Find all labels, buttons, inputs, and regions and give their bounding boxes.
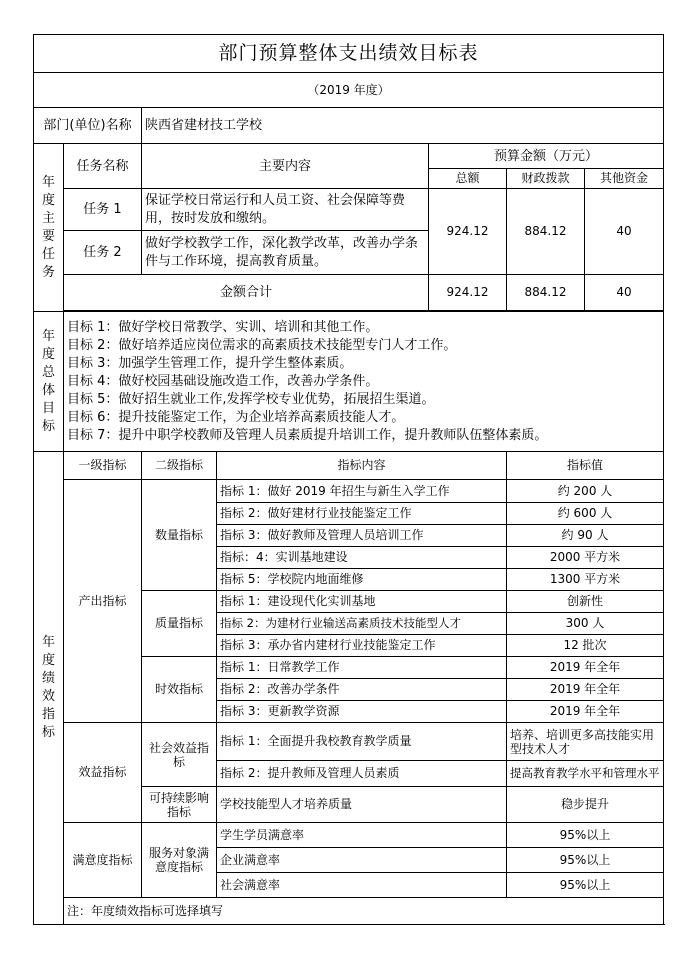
task-other-amount: 40: [585, 189, 664, 275]
indicator-value: 95%以上: [507, 823, 664, 848]
goal-item: 目标 3：加强学生管理工作，提升学生整体素质。: [67, 355, 353, 371]
indicator-value: 2019 年全年: [507, 657, 664, 679]
indicator-content: 指标 2：提升教师及管理人员素质: [217, 761, 507, 787]
indicator-value: 约 200 人: [507, 480, 664, 503]
effect-indicator-label: 效益指标: [64, 723, 142, 823]
indicator-value-header: 指标值: [507, 452, 664, 480]
goal-item: 目标 5：做好招生就业工作,发挥学校专业优势，拓展招生渠道。: [67, 391, 435, 407]
task-2-name: 任务 2: [64, 231, 142, 275]
sum-total: 924.12: [429, 275, 507, 311]
dept-name: 陕西省建材技工学校: [142, 108, 664, 144]
goal-item: 目标 4：做好校园基础设施改造工作，改善办学条件。: [67, 373, 379, 389]
total-header: 总额: [429, 169, 507, 189]
other-header: 其他资金: [585, 169, 664, 189]
quality-indicator-label: 质量指标: [142, 591, 217, 657]
indicator-value: 提高教育教学水平和管理水平: [507, 761, 664, 787]
indicator-content: 社会满意率: [217, 873, 507, 898]
output-indicator-label: 产出指标: [64, 480, 142, 723]
sum-fiscal: 884.12: [507, 275, 585, 311]
indicator-content: 指标 3：做好教师及管理人员培训工作: [217, 525, 507, 547]
page-title: 部门预算整体支出绩效目标表: [34, 35, 664, 73]
satisfaction-indicator-label: 满意度指标: [64, 823, 142, 898]
goal-item: 目标 7：提升中职学校教师及管理人员素质提升培训工作，提升教师队伍整体素质。: [67, 427, 548, 443]
task-1-content: 保证学校日常运行和人员工资、社会保障等费用，按时发放和缴纳。: [142, 189, 429, 231]
goal-item: 目标 2：做好培养适应岗位需求的高素质技术技能型专门人才工作。: [67, 337, 457, 353]
indicator-content: 指标 3：承办省内建材行业技能鉴定工作: [217, 635, 507, 657]
indicator-content: 企业满意率: [217, 848, 507, 873]
indicator-content: 指标 1：建设现代化实训基地: [217, 591, 507, 613]
tasks-section-label: 年度主要任务: [34, 144, 64, 312]
budget-table: [33, 34, 664, 925]
goal-item: 目标 6：提升技能鉴定工作，为企业培养高素质技能人才。: [67, 409, 405, 425]
dept-label: 部门(单位)名称: [34, 108, 142, 144]
social-indicator-label: 社会效益指标: [142, 723, 217, 787]
indicator-content: 指标 2：为建材行业输送高素质技术技能型人才: [217, 613, 507, 635]
year-label: （2019 年度）: [34, 73, 664, 108]
indicator-value: 1300 平方米: [507, 569, 664, 591]
indicator-content: 指标 1：做好 2019 年招生与新生入学工作: [217, 480, 507, 503]
indicator-content: 指标 2：做好建材行业技能鉴定工作: [217, 503, 507, 525]
indicator-content: 学生学员满意率: [217, 823, 507, 848]
quantity-indicator-label: 数量指标: [142, 480, 217, 591]
level2-header: 二级指标: [142, 452, 217, 480]
indicator-content: 指标 1：日常教学工作: [217, 657, 507, 679]
indicator-content: 指标 5：学校院内地面维修: [217, 569, 507, 591]
budget-header: 预算金额（万元）: [429, 144, 664, 169]
indicator-value: 95%以上: [507, 848, 664, 873]
service-satisfaction-label: 服务对象满意度指标: [142, 823, 217, 898]
performance-target-sheet: [33, 34, 663, 925]
goals-list: [64, 312, 664, 452]
indicator-value: 创新性: [507, 591, 664, 613]
indicator-value: 2000 平方米: [507, 547, 664, 569]
goal-item: 目标 1：做好学校日常教学、实训、培训和其他工作。: [67, 319, 379, 335]
task-fiscal-amount: 884.12: [507, 189, 585, 275]
indicator-value: 约 90 人: [507, 525, 664, 547]
indicator-value: 稳步提升: [507, 787, 664, 823]
indicator-value: 300 人: [507, 613, 664, 635]
indicator-value: 2019 年全年: [507, 679, 664, 701]
indicator-content: 指标 2：改善办学条件: [217, 679, 507, 701]
goals-section-label: 年度总体目标: [34, 312, 64, 452]
indicator-value: 12 批次: [507, 635, 664, 657]
indicator-value: 95%以上: [507, 873, 664, 898]
timeliness-indicator-label: 时效指标: [142, 657, 217, 723]
task-2-content: 做好学校教学工作，深化教学改革，改善办学条件与工作环境，提高教育质量。: [142, 231, 429, 275]
indicator-content-header: 指标内容: [217, 452, 507, 480]
indicator-content: 指标 1：全面提升我校教育教学质量: [217, 723, 507, 761]
perf-section-label: 年度绩效指标: [34, 452, 64, 925]
indicator-content: 学校技能型人才培养质量: [217, 787, 507, 823]
indicator-value: 培养、培训更多高技能实用型技术人才: [507, 723, 664, 761]
indicator-content: 指标：4：实训基地建设: [217, 547, 507, 569]
sum-other: 40: [585, 275, 664, 311]
level1-header: 一级指标: [64, 452, 142, 480]
sum-label: 金额合计: [64, 275, 429, 311]
indicator-value: 2019 年全年: [507, 701, 664, 723]
fiscal-header: 财政拨款: [507, 169, 585, 189]
footnote: 注：年度绩效指标可选择填写: [64, 898, 664, 925]
indicator-value: 约 600 人: [507, 503, 664, 525]
task-1-name: 任务 1: [64, 189, 142, 231]
sustainable-indicator-label: 可持续影响指标: [142, 787, 217, 823]
task-content-header: 主要内容: [142, 144, 429, 189]
task-total-amount: 924.12: [429, 189, 507, 275]
indicator-content: 指标 3：更新教学资源: [217, 701, 507, 723]
task-name-header: 任务名称: [64, 144, 142, 189]
